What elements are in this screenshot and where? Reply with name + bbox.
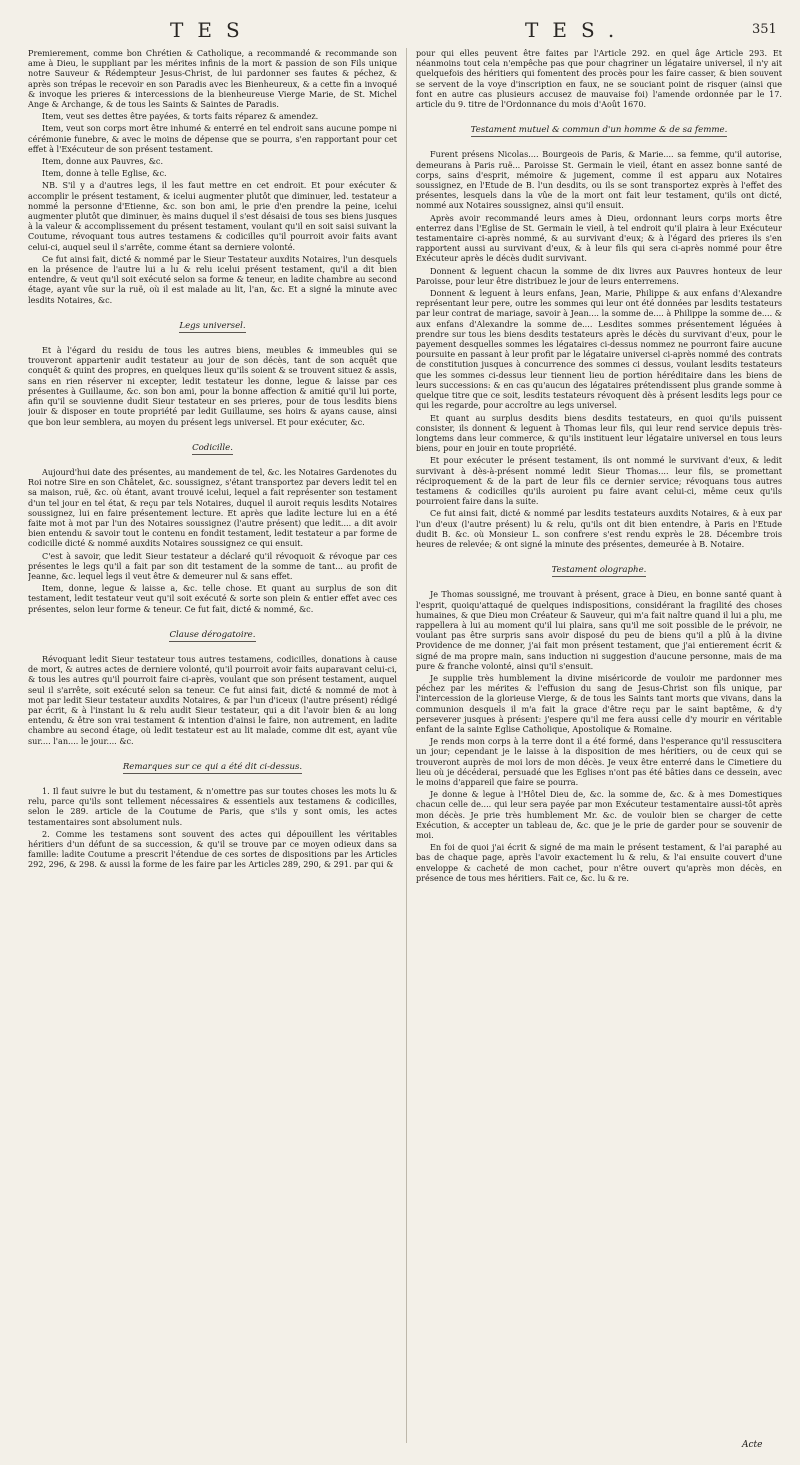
section-heading-text: Remarques sur ce qui a été dit ci-dessus. — [122, 761, 303, 772]
paragraph: NB. S'il y a d'autres legs, il les faut mettre en cet endroit. Et pour exécuter & accomplir le présent testament, & icelui augmenter plutôt que diminuer, led. testateur a nommé la personne d'Etienne, &c. son bon ami, le prie d'en prendre la peine, icelui augmenter plutôt que diminuer, ès mains duquel il s'est désaisi de tous ses biens jusques à la valeur & accomplissement du présent testament, voulant qu'il en soit saisi suivant la Coutume, révoquant tous autres testamens & codicilles qu'il pourroit avoir faits avant celui-ci, auquel seul il s'arrête, comme étant sa derniere volonté. — [28, 180, 397, 252]
left-column — [28, 48, 397, 1443]
section-heading-text: Testament olographe. — [551, 565, 647, 576]
paragraph: Je donne & legue à l'Hôtel Dieu de, &c. la somme de, &c. & à mes Domestiques chacun celle de.... qui leur sera payée par mon Exécuteur testamentaire aussi-tôt après mon décès. Je prie très humblement Mr. &c. de vouloir bien se charger de cette Exécution, & accepter un tableau de, &c. que je le prie de garder pour se souvenir de moi. — [416, 789, 782, 841]
section-heading-text: Clause dérogatoire. — [169, 629, 256, 640]
section-heading-text: Codicille. — [192, 442, 233, 453]
paragraph: pour qui elles peuvent être faites par l'Article 292. en quel âge Article 293. Et néanmoins tout cela n'empêche pas que pour chagriner un légataire universel, il n'y ait quelquefois des héritiers qui fomentent des procès pour les faire casser, & bien souvent se servent de la voye d'inscription en faux, ne se souciant point de risquer (ainsi que font en autre cas plusieurs accusez de mauvaise foi) l'amende ordonnée par le 17. article du 9. titre de l'Ordonnance du mois d'Août 1670. — [416, 48, 782, 110]
paragraph: Et pour exécuter le présent testament, ils ont nommé le survivant d'eux, & ledit survivant à dès-à-présent nommé ledit Sieur Thomas.... leur fils, se promettant réciproquement & de la part de leur fils ce dernier service; révoquans tous autres testamens & codicilles qu'ils auroient pu faire avant celui-ci, même ceux qu'ils pourroient faire dans la suite. — [416, 455, 782, 507]
paragraph: Et à l'égard du residu de tous les autres biens, meubles & immeubles qui se trouveront appartenir audit testateur au jour de son décès, tant de son acquêt que conquêt & quint des propres, en quelques lieux qu'ils soient & se trouvent situez & assis, sans en rien réserver ni excepter, ledit testateur les donne, legue & laisse par ces présentes à Guillaume, &c. son bon ami, pour la bonne affection & amitié qu'il lui porte, afin qu'il se souvienne dudit Sieur testateur en ses prieres, pour de tous lesdits biens jouir & disposer en toute propriété par ledit Guillaume, ses hoirs & ayans cause, ainsi que bon leur semblera, au moyen du présent legs universel. Et pour exécuter, &c. — [28, 345, 397, 427]
paragraph: Item, veut son corps mort être inhumé & enterré en tel endroit sans aucune pompe ni cérémonie funebre, & avec le moins de dépense que se pourra, s'en rapportant pour cet effet à l'Exécuteur de son présent testament. — [28, 123, 397, 154]
paragraph: C'est à savoir, que ledit Sieur testateur a déclaré qu'il révoquoit & révoque par ces présentes le legs qu'il a fait par son dit testament de la somme de tant... au profit de Jeanne, &c. lequel legs il veut être & demeurer nul & sans effet. — [28, 550, 397, 581]
paragraph: Item, donne aux Pauvres, &c. — [42, 156, 164, 167]
running-head-left: TES — [170, 18, 254, 42]
section-heading — [28, 321, 397, 331]
paragraph: Premierement, comme bon Chrétien & Catholique, a recommandé & recommande son ame à Dieu, le suppliant par les mérites infinis de la mort & passion de son Fils unique notre Sauveur & Rédempteur Jesus-Christ, de lui pardonner ses fautes & péchez, & après son trépas le recevoir en son Paradis avec les Bienheureux, & a cette fin a invoqué & invoque les prieres & intercessions de la bienheureuse Vierge Marie, de St. Michel Ange & Archange, & de tous les Saints & Saintes de Paradis. — [28, 48, 397, 110]
running-head-right: TES. — [525, 18, 629, 42]
paragraph: 1. Il faut suivre le but du testament, & n'omettre pas sur toutes choses les mots lu & relu, parce qu'ils sont tellement nécessaires & essentiels aux testamens & codicilles, selon le 289. article de la Coutume de Paris, que s'ils y sont omis, les actes testamentaires sont absolument nuls. — [28, 785, 397, 827]
section-heading — [416, 125, 782, 135]
column-divider — [406, 48, 407, 1443]
section-heading-text: Legs universel. — [179, 320, 246, 331]
paragraph: 2. Comme les testamens sont souvent des actes qui dépouillent les véritables héritiers d'un défunt de sa succession, & qu'il se trouve par ce moyen odieux dans sa famille: ladite Coutume a prescrit l'étendue de ces sortes de dispositions par les Articles 292, 296, & 298. & aussi la forme de les faire par les Articles 289, 290, & 291. par qui & — [28, 828, 397, 870]
catchword: Acte — [742, 1440, 763, 1450]
paragraph: Révoquant ledit Sieur testateur tous autres testamens, codicilles, donations à cause de mort, & autres actes de derniere volonté, qu'il pourroit avoir faits auparavant celui-ci, & tous les autres qu'il pourroit faire ci-après, voulant que son présent testament, auquel seul il s'arrête, soit exécuté selon sa teneur. Ce fut ainsi fait, dicté & nommé de mot à mot par ledit Sieur testateur auxdits Notaires, & par l'un d'iceux (l'autre présent) rédigé par écrit, & à l'instant lu & relu audit Sieur testateur, qui a dit l'avoir bien & au long entendu, & être son vrai testament & intention d'ainsi le faire, non autrement, en ladite chambre au second étage, où ledit testateur est au lit malade, comme dit est, ayant vûe sur.... l'an.... le jour.... &c. — [28, 653, 397, 746]
paragraph: Et quant au surplus desdits biens desdits testateurs, en quoi qu'ils puissent consister, ils donnent & leguent à Thomas leur fils, qui leur rend service depuis très-longtems dans leur commerce, & qu'ils instituent leur légataire universel en tous leurs biens, pour en jouir en toute propriété. — [416, 412, 782, 454]
paragraph: Je rends mon corps à la terre dont il a été formé, dans l'esperance qu'il ressuscitera un jour; cependant je le laisse à la disposition de mes héritiers, ou de ceux qui se trouveront auprès de moi lors de mon décès. Je veux être enterré dans le Cimetiere du lieu où je décéderai, persuadé que les Eglises n'ont pas été bâties dans ce dessein, avec le moins d'appareil que faire se pourra. — [416, 736, 782, 787]
paragraph: Aujourd'hui date des présentes, au mandement de tel, &c. les Notaires Gardenotes du Roi notre Sire en son Châtelet, &c. soussignez, s'étant transportez par devers ledit tel en sa maison, ruë, &c. où étant, avant trouvé icelui, lequel a fait représenter son testament d'un tel jour en tel état, & reçu par tels Notaires, duquel il auroit requis lesdits Notaires soussignez, lui en faire présentement lecture. Et après que ladite lecture lui en a été faite mot à mot par l'un des Notaires soussignez (l'autre présent) que ledit.... a dit avoir bien entendu & savoir tout le contenu en fondit testament, ledit testateur a par forme de codicille dicté & nommé auxdits Notaires soussignez ce qui ensuit. — [28, 466, 397, 549]
paragraph: Après avoir recommandé leurs ames à Dieu, ordonnant leurs corps morts être enterrez dans l'Eglise de St. Germain le vieil, à tel endroit qu'il plaira à leur Exécuteur testamentaire ci-après nommé, & au survivant d'eux; & à l'égard des prieres ils s'en rapportent aussi au survivant d'eux, & à leur fils qui sera ci-après nommé pour être Exécuteur après le décès dudit survivant. — [416, 212, 782, 264]
paragraph: Je Thomas soussigné, me trouvant à présent, grace à Dieu, en bonne santé quant à l'esprit, quoiqu'attaqué de quelques indispositions, considérant la fragilité des choses humaines, & que Dieu mon Créateur & Sauveur, qui m'a fait naître quand il lui a plu, me rappellera à lui au moment qu'il lui plaira, sans qu'il me soit possible de le prévoir, ne voulant pas être surpris sans avoir disposé du peu de biens qu'il a plû à la divine Providence de me donner, j'ai fait mon présent testament, que j'ai entierement écrit & signé de ma propre main, sans induction ni suggestion d'aucune personne, mais de ma pure & franche volonté, ainsi qu'il s'ensuit. — [416, 589, 782, 671]
right-column — [416, 48, 782, 1433]
paragraph: Item, donne, legue & laisse a, &c. telle chose. Et quant au surplus de son dit testament, ledit testateur veut qu'il soit exécuté & sorte son plein & entier effet avec ces présentes, selon leur forme & teneur. Ce fut fait, dicté & nommé, &c. — [28, 583, 397, 614]
paragraph: Donnent & leguent chacun la somme de dix livres aux Pauvres honteux de leur Paroisse, pour leur être distribuez le jour de leurs enterremens. — [416, 265, 782, 286]
paragraph: Furent présens Nicolas.... Bourgeois de Paris, & Marie.... sa femme, qu'il autorise, demeurans à Paris ruë... Paroisse St. Germain le vieil, étant en assez bonne santé de corps, sains d'esprit, mémoire & jugement, comme il est apparu aux Notaires soussignez, en l'Etude de B. l'un desdits, ou ils se sont transportez exprès à l'effet des présentes, lesquels dans la vûe de la mort ont fait leur testament, qu'ils ont dicté, nommé aux Notaires soussignez, ainsi qu'il ensuit. — [416, 149, 782, 211]
paragraph: En foi de quoi j'ai écrit & signé de ma main le présent testament, & l'ai paraphé au bas de chaque page, après l'avoir exactement lu & relu, & l'ai ensuite couvert d'une enveloppe & cacheté de mon cachet, pour n'être ouvert qu'après mon décès, en présence de tous mes héritiers. Fait ce, &c. lu & re. — [416, 842, 782, 883]
section-heading — [416, 565, 782, 575]
section-heading — [28, 443, 397, 453]
paragraph: Item, donne à telle Eglise, &c. — [42, 168, 167, 179]
paragraph: Ce fut ainsi fait, dicté & nommé par le Sieur Testateur auxdits Notaires, l'un desquels en la présence de l'autre lui a lu & relu icelui présent testament, qu'il a dit bien entendre, & veut qu'il soit exécuté selon sa forme & teneur, en ladite chambre au second étage, ayant vûe sur la ruë, où il est malade au lit, l'an, &c. Et a signé la minute avec lesdits Notaires, &c. — [28, 253, 397, 305]
section-heading — [28, 630, 397, 640]
page-number: 351 — [752, 22, 777, 37]
paragraph: Item, veut ses dettes être payées, & torts faits réparez & amendez. — [42, 111, 319, 122]
section-heading — [28, 762, 397, 772]
paragraph: Donnent & leguent à leurs enfans, Jean, Marie, Philippe & aux enfans d'Alexandre représentant leur pere, outre les sommes qui leur ont été données par lesdits testateurs par leur contrat de mariage, savoir à Jean.... la somme de.... à Philippe la somme de.... & aux enfans d'Alexandre la somme de.... Lesdites sommes présentement léguées à prendre sur tous les biens desdits testateurs après le décès du survivant d'eux, pour le payement desquelles sommes les légataires ci-dessus nommez ne pourront faire aucune poursuite en passant à leur profit par le légataire universel ci-après nommé des contrats de constitution jusques à concurrence des sommes ci dessus, voulant lesdits testateurs que les sommes ci-dessus leur tiennent lieu de portion héréditaire dans les biens de leurs successions: & en cas qu'aucun des légataires prétendissent plus grande somme à quelque titre que ce soit, lesdits testateurs révoquent dès à présent lesdits legs pour ce qui les regarde, pour accroître au legs universel. — [416, 288, 782, 411]
section-heading-text: Testament mutuel & commun d'un homme & de sa femme. — [470, 125, 728, 136]
paragraph: Je supplie très humblement la divine miséricorde de vouloir me pardonner mes péchez par les mérites & l'effusion du sang de Jesus-Christ son fils unique, par l'intercession de la glorieuse Vierge, & de tous les Saints tant morts que vivans, dans la communion desquels il m'a fait la grace d'être reçu par le saint baptême, & d'y perseverer jusques à présent: j'espere qu'il me fera aussi celle d'y mourir en véritable enfant de la sainte Eglise Catholique, Apostolique & Romaine. — [416, 672, 782, 734]
paragraph: Ce fut ainsi fait, dicté & nommé par lesdits testateurs auxdits Notaires, & à eux par l'un d'eux (l'autre présent) lu & relu, qu'ils ont dit bien entendre, à Paris en l'Etude dudit B. &c. où Monsieur L. son confrere s'est rendu exprès le 28. Décembre trois heures de relevée; & ont signé la minute des présentes, demeurée à B. Notaire. — [416, 508, 782, 549]
